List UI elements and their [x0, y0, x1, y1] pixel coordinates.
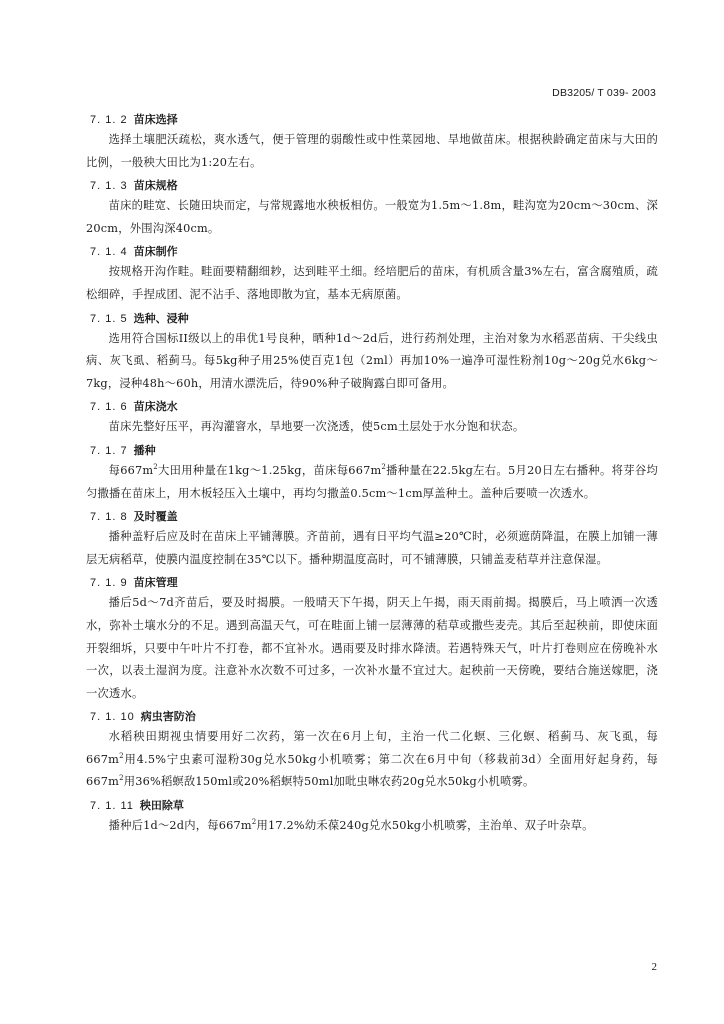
- section-title: 播种: [133, 444, 156, 457]
- section-number: 7. 1. 8: [90, 511, 128, 524]
- section-paragraph: 播种盖籽后应及时在苗床上平铺薄膜。齐苗前，遇有日平均气温≥20℃时，必须遮荫降温，在膜上加铺一薄层无病稻草，使膜内温度控制在35℃以下。播种期温度高时，可不铺薄膜，只铺盖麦秸草并注意保湿。: [86, 530, 658, 566]
- section-title: 秧田除草: [139, 800, 184, 813]
- text-run: 大田用种量在1kg～1.25kg，苗床每667m: [157, 463, 382, 477]
- section-title: 及时覆盖: [133, 511, 178, 524]
- superscript: 2: [251, 818, 257, 827]
- section-paragraph: [86, 815, 658, 838]
- section-paragraph: 苗床的畦宽、长随田块而定，与常规露地水秧板相仿。一般宽为1.5m～1.8m，畦沟宽为20cm～30cm、深20cm，外围沟深40cm。: [86, 199, 658, 235]
- document-body: [86, 111, 658, 841]
- section-paragraph: 按规格开沟作畦。畦面要精翻细耖，达到畦平土细。经培肥后的苗床，有机质含量3%左右，富含腐殖质，疏松细碎，手捏成团、泥不沾手、落地即散为宜，基本无病原菌。: [86, 265, 658, 301]
- section-title: 苗床制作: [133, 246, 178, 259]
- section-heading: [90, 111, 658, 129]
- section-heading: [90, 574, 658, 592]
- superscript: 2: [119, 774, 124, 783]
- document-code: DB3205/ T 039- 2003: [552, 87, 656, 99]
- section-heading: [90, 310, 658, 328]
- section-paragraph: 选用符合国标II级以上的串优1号良种，晒种1d～2d后，进行药剂处理，主治对象为水稻恶苗病、干尖线虫病、灰飞虱、稻蓟马。每5kg种子用25%使百克1包（2ml）再加10%一遍净可湿性粉剂10g～20g兑水6kg～7kg，浸种48h～60h，用清水漂洗后，待90%种子破胸露白即可备用。: [86, 331, 658, 390]
- section-number: 7. 1. 7: [90, 444, 128, 457]
- superscript: 2: [119, 752, 124, 761]
- superscript: 2: [153, 463, 158, 472]
- page-number: 2: [651, 961, 657, 973]
- section-number: 7. 1. 10: [90, 711, 135, 724]
- section-number: 7. 1. 4: [90, 246, 128, 259]
- section-heading: [90, 442, 658, 460]
- section-paragraph: 苗床先整好压平，再沟灌窨水，旱地要一次浇透，使5cm土层处于水分饱和状态。: [108, 420, 525, 434]
- section-number: 7. 1. 3: [90, 180, 128, 193]
- section-paragraph: [86, 460, 658, 505]
- text-run: 每667m: [108, 463, 154, 477]
- text-run: 水稻秧田期视虫情要用好二次药，第一次在6月上旬，主治一代二化螟、三化螟、稻蓟马、灰飞虱，每667m: [86, 730, 658, 766]
- section-heading: [90, 797, 658, 815]
- text-run: 用17.2%幼禾葆240g兑水50kg小机喷雾，主治单、双子叶杂草。: [256, 819, 594, 833]
- section-number: 7. 1. 5: [90, 312, 128, 325]
- text-run: 播种后1d～2d内，每667m: [108, 819, 252, 833]
- section-paragraph: [86, 726, 658, 794]
- section-title: 苗床管理: [133, 577, 178, 590]
- section-title: 苗床规格: [133, 180, 178, 193]
- section-title: 苗床浇水: [133, 401, 178, 414]
- superscript: 2: [381, 463, 387, 472]
- section-number: 7. 1. 2: [90, 114, 128, 126]
- text-run: 播种量在22.5kg左右。5月20日左右播种。将芽谷均匀撒播在苗床上，用木板轻压入土壤中，再均匀撒盖0.5cm～1cm厚盖种土。盖种后要喷一次透水。: [86, 463, 658, 500]
- section-heading: [90, 177, 658, 195]
- section-heading: [90, 243, 658, 261]
- section-title: 病虫害防治: [140, 711, 196, 724]
- section-title: 选种、浸种: [133, 312, 189, 325]
- section-number: 7. 1. 11: [90, 800, 134, 813]
- section-number: 7. 1. 6: [90, 401, 128, 414]
- section-heading: [90, 398, 658, 416]
- text-run: 用36%稻螟敌150ml或20%稻螟特50ml加吡虫啉农药20g兑水50kg小机喷雾。: [123, 775, 535, 789]
- section-paragraph: 选择土壤肥沃疏松，爽水透气，便于管理的弱酸性或中性菜园地、旱地做苗床。根据秧龄确定苗床与大田的比例，一般秧大田比为1:20左右。: [86, 133, 658, 169]
- section-heading: [90, 508, 658, 526]
- section-number: 7. 1. 9: [90, 577, 128, 590]
- section-heading: [90, 708, 658, 726]
- section-title: 苗床选择: [133, 114, 178, 126]
- text-run: 用4.5%宁虫素可湿粉30g兑水50kg小机喷雾；第二次在6月中旬（移栽前3d）全面用好起身药，每667m: [86, 752, 658, 789]
- section-paragraph: 播后5d～7d齐苗后，要及时揭膜。一般晴天下午揭，阴天上午揭，雨天雨前揭。揭膜后，马上喷洒一次透水，弥补土壤水分的不足。遇到高温天气，可在畦面上铺一层薄薄的秸草或撒些麦壳。其后至起秧前，即使床面开裂细坼，只要中午叶片不打卷，都不宜补水。遇雨要及时排水降渍。若遇特殊天气，叶片打卷则应在傍晚补水一次，以表土湿润为度。注意补水次数不可过多，一次补水量不宜过大。起秧前一天傍晚，要结合施送嫁肥，浇一次透水。: [86, 596, 658, 700]
